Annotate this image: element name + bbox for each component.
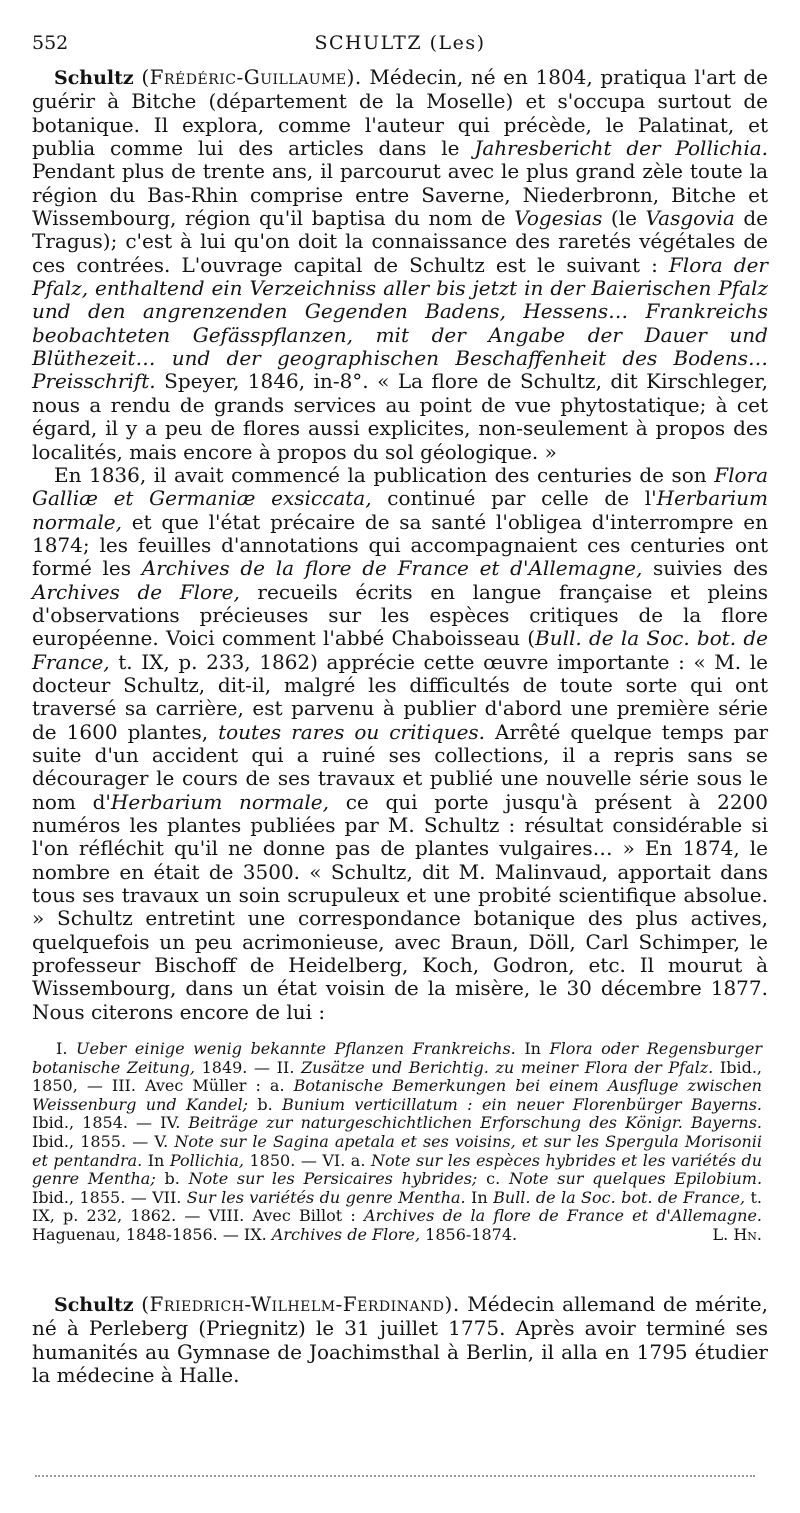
entry-friedrich-wilhelm-ferdinand (32, 1293, 768, 1387)
entry-paragraph (32, 1293, 768, 1387)
entry-frederic-guillaume (32, 66, 768, 1024)
text-run: Arrêté quelque temps par suite d'un accident qui a ruiné ses collections, il a repris sans se décourager le cours de ses travaux et publié une nouvelle série sous le nom d' (32, 719, 769, 814)
text-run: In (142, 1150, 170, 1170)
italic-title: Flora oder Regensburger botanische Zeitung, (32, 1039, 763, 1077)
text-run: Ibid., 1855. — VII. (32, 1187, 187, 1207)
article-author: L. Hn. (712, 1224, 762, 1244)
italic-title: Bunium verticillatum : ein neuer Florenbürger Bayerns. (282, 1094, 763, 1114)
text-run: b. (247, 1094, 283, 1114)
italic-phrase: toutes rares ou critiques. (218, 719, 486, 744)
entry-given-names: (Frédéric-Guillaume). (141, 65, 362, 89)
text-run: Médecin allemand de mérite, né à Perleberg (Priegnitz) le 31 juillet 1775. Après avoir terminé ses humanités au Gymnase de Joachimsthal à Berlin, il alla en 1795 étudier la médecine à Halle. (32, 1292, 768, 1388)
italic-title: Archives de Flore, (32, 579, 240, 604)
italic-title: Pollichia, (169, 1150, 244, 1170)
text-run: (le (602, 206, 646, 231)
italic-title: Zusätze und Berichtig. zu meiner Flora der Pfalz. (301, 1057, 714, 1077)
page-bottom-divider (35, 1475, 755, 1477)
italic-title: Note sur les espèces hybrides et les variétés du genre Mentha; (32, 1150, 762, 1189)
note-numeral: I. (56, 1039, 76, 1058)
text-run: Speyer, 1846, in-8°. « La flore de Schultz, dit Kirschleger, nous a rendu de grands services au point de vue phytostatique; à cet égard, il y a peu de flores aussi explicites, non-seulement à propos des localités, mais encore à propos du sol géologique. » (32, 369, 768, 464)
italic-term: Vasgovia (645, 206, 735, 231)
italic-term: Vogesias (514, 206, 603, 231)
entry-paragraph-2 (32, 464, 768, 1024)
text-run: t. IX, p. 232, 1862. — VIII. Avec Billot : (32, 1187, 763, 1226)
text-run: b. (155, 1169, 189, 1189)
running-head: SCHULTZ (Les) (314, 32, 486, 54)
text-run: Médecin, né en 1804, pratiqua l'art de guérir à Bitche (département de la Moselle) et s'occupa surtout de botanique. Il explora, comme l'auteur qui précède, le Palatinat, et publia comme lui des articles dans le (32, 65, 768, 161)
page-header (32, 28, 768, 58)
text-run: Ibid., 1855. — V. (32, 1131, 175, 1151)
italic-title: Jahresbericht der Pollichia. (474, 136, 769, 161)
text-run: In (515, 1039, 550, 1058)
text-run: continué par celle de l' (371, 486, 657, 511)
text-run: In (465, 1187, 494, 1207)
text-run: de Tragus); c'est à lui qu'on doit la connaissance des raretés végétales de ces contrées. L'ouvrage capital de Schultz est le suivant : (32, 206, 769, 277)
entry-paragraph-1 (32, 66, 768, 464)
entry-given-names: (Friedrich-Wilhelm-Ferdinand). (141, 1292, 460, 1316)
bibliography-notes (32, 1040, 762, 1245)
italic-title: Note sur le Sagina apetala et ses voisins, et sur les Spergula Morisonii et pentandra. (32, 1131, 762, 1170)
entry-name: Schultz (54, 67, 134, 89)
entry-name: Schultz (54, 1294, 134, 1316)
text-run: En 1836, il avait commencé la publication des centuries de son (54, 462, 715, 487)
text-run: recueils écrits en langue française et pleins d'observations précieuses sur les espèces critiques de la flore européenne. Voici comment l'abbé Chaboisseau ( (32, 579, 768, 651)
page-number: 552 (32, 32, 69, 54)
italic-title: Herbarium normale, (32, 486, 769, 534)
italic-title: Bull. de la Soc. bot. de France, (493, 1187, 746, 1207)
italic-citation: Bull. de la Soc. bot. de France, (32, 626, 768, 674)
italic-title: Archives de la flore de France et d'Allemagne, (141, 556, 643, 581)
italic-title: Flora der Pfalz, enthaltend ein Verzeichniss aller bis jetzt in der Baierischen Pfalz und den angrenzenden Gegenden Badens, Hessens… Frankreichs beobachteten Gefässpflanzen, mit der Angabe der Dauer und Blüthezeit… und der geographischen Beschaffenheit des Bodens… Preisschrift. (32, 252, 768, 394)
text-run: 1850. — VI. a. (243, 1150, 371, 1170)
text-run: ce qui porte jusqu'à présent à 2200 numéros les plantes publiées par M. Schultz : résultat considérable si l'on réfléchit qu'il ne donne pas de plantes vulgaires… » En 1874, le nombre en était de 3500. « Schultz, dit M. Malinvaud, apportait dans tous ses travaux un soin scrupuleux et une probité scientifique absolue. » Schultz entretint une correspondance botanique des plus actives, quelquefois un peu acrimonieuse, avec Braun, Döll, Carl Schimper, le professeur Bischoff de Heidelberg, Koch, Godron, etc. Il mourut à Wissembourg, dans un état voisin de la misère, le 30 décembre 1877. Nous citerons encore de lui : (32, 789, 768, 1024)
text-run: Ibid., 1850, — III. Avec Müller : a. (32, 1057, 762, 1096)
text-run: Ibid., 1854. — IV. (32, 1113, 189, 1133)
text-run: 1849. — II. (194, 1057, 302, 1077)
italic-title: Beiträge zur naturgeschichtlichen Erforschung des Königr. Bayerns. (188, 1113, 763, 1133)
italic-title: Note sur quelques Epilobium. (508, 1169, 763, 1189)
italic-title: Herbarium normale, (110, 789, 329, 814)
text-run: t. IX, p. 233, 1862) apprécie cette œuvre importante : « M. le docteur Schultz, dit-il, malgré les difficultés de toute sorte qui ont traversé sa carrière, est parvenu à publier d'abord une première série de 1600 plantes, (32, 649, 768, 744)
text-run: Haguenau, 1848-1856. — IX. (32, 1224, 272, 1244)
italic-title: Note sur les Persicaires hybrides; (188, 1169, 478, 1189)
italic-title: Archives de la flore de France et d'Allemagne. (364, 1206, 762, 1226)
italic-title: Archives de Flore, (271, 1224, 421, 1244)
text-run: Pendant plus de trente ans, il parcourut avec le plus grand zèle toute la région du Bas-Rhin comprise entre Saverne, Niederbronn, Bitche et Wissembourg, région qu'il baptisa du nom de (32, 159, 768, 231)
text-run: suivies des (642, 556, 769, 581)
italic-title: Ueber einige wenig bekannte Pflanzen Frankreichs. (75, 1039, 516, 1058)
italic-title: Botanische Bemerkungen bei einem Ausfluge zwischen Weissenburg und Kandel; (32, 1076, 762, 1114)
text-run: c. (477, 1169, 509, 1189)
italic-title: Flora Galliæ et Germaniæ exsiccata, (32, 462, 768, 511)
text-run: 1856-1874. (420, 1224, 518, 1244)
italic-title: Sur les variétés du genre Mentha. (186, 1187, 466, 1207)
text-run: et que l'état précaire de sa santé l'obligea d'interrompre en 1874; les feuilles d'annotations qui accompagnaient ces centuries ont formé les (32, 509, 768, 581)
